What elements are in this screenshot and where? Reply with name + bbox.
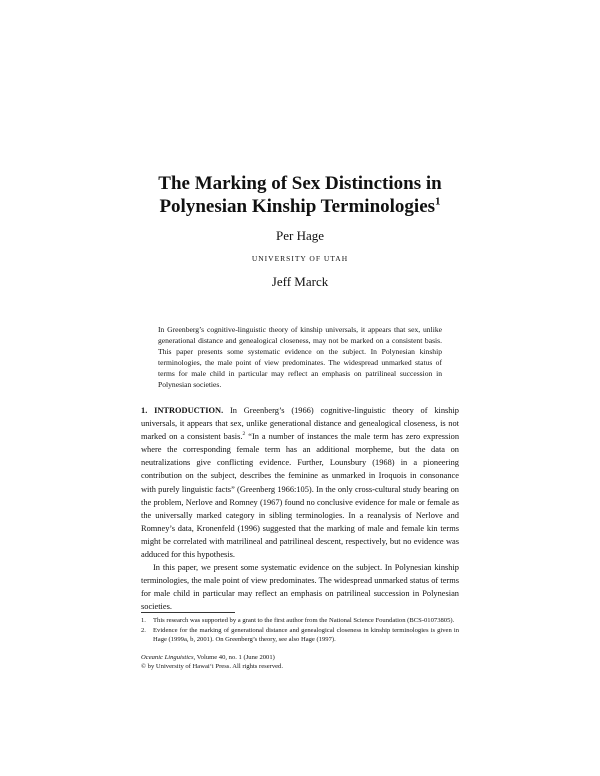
journal-info — [141, 653, 459, 671]
paper-title — [60, 172, 540, 218]
abstract: In Greenberg’s cognitive-linguistic theory of kinship universals, it appears that sex, unlike generational distance and genealogical closeness, may not be marked on a consistent basis. This paper presents some systematic evidence on the subject. In Polynesian kinship terminologies, the male point of view predominates. The widespread unmarked status of terms for male child in particular may reflect an emphasis on patrilineal succession in Polynesian societies. — [158, 325, 442, 389]
footnote-number: 2. — [141, 626, 146, 634]
paragraph-1-part-a: In Greenberg’s (1966) cognitive-linguistic theory of kinship universals, it appears that sex, unlike generational distance and genealogical closeness, is not marked on a consistent basis. — [141, 406, 459, 442]
paragraph-1 — [141, 404, 459, 561]
footnote-text: This research was supported by a grant to the first author from the National Science Foundation (BCS-01073805). — [153, 617, 455, 624]
footnotes — [141, 616, 459, 645]
author-affiliation: UNIVERSITY OF UTAH — [251, 254, 349, 263]
author-name-2: Jeff Marck — [271, 274, 329, 289]
journal-issue: , Volume 40, no. 1 (June 2001) — [193, 654, 275, 661]
paragraph-1-part-b: “In a number of instances the male term has zero expression where the corresponding female term has an additional morpheme, but the data on neutralizations give conflicting evidence. Further, Lounsbury (1968) in a pioneering contribution on the subject, describes the feminine as unmarked in Iroquois in consonance with purely linguistic facts” (Greenberg 1966:105). In the only cross-cultural study bearing on the problem, Nerlove and Romney (1967) found no conclusive evidence for male or female as the universally marked category in sibling terminologies. In a reanalysis of Nerlove and Romney’s data, Kronenfeld (1996) suggested that the marking of male and female kin terms might be correlated with matrilineal and patrilineal descent, respectively, but no evidence was adduced for this hypothesis. — [141, 432, 460, 560]
title-line-2-text: Polynesian Kinship Terminologies — [159, 196, 436, 217]
author-name-1: Per Hage — [275, 228, 324, 243]
copyright-notice: © by University of Hawai‘i Press. All rights reserved. — [141, 663, 283, 670]
footnote-ref-2[interactable]: 2 — [242, 431, 246, 438]
body-text — [141, 404, 459, 614]
title-line-2 — [60, 195, 540, 218]
footnote-1 — [141, 616, 459, 626]
section-heading: 1. INTRODUCTION. — [141, 406, 224, 415]
title-footnote-mark[interactable]: 1 — [435, 195, 441, 208]
footnote-number: 1. — [141, 617, 146, 624]
title-line-1: The Marking of Sex Distinctions in — [158, 173, 442, 194]
paragraph-2: In this paper, we present some systematic evidence on the subject. In Polynesian kinship terminologies, the male point of view predominates. The widespread unmarked status of terms for male child in particular may reflect an emphasis on patrilineal succession in Polynesian societies. — [141, 563, 459, 612]
footnote-divider — [141, 612, 235, 613]
journal-citation — [141, 653, 459, 662]
footnote-2 — [141, 626, 459, 645]
journal-name: Oceanic Linguistics — [141, 654, 194, 661]
footnote-text: Evidence for the marking of generational distance and genealogical closeness in kinship terminologies is given in Hage (1999a, b, 2001). On Greenberg’s theory, see also Hage (1997). — [153, 626, 459, 643]
